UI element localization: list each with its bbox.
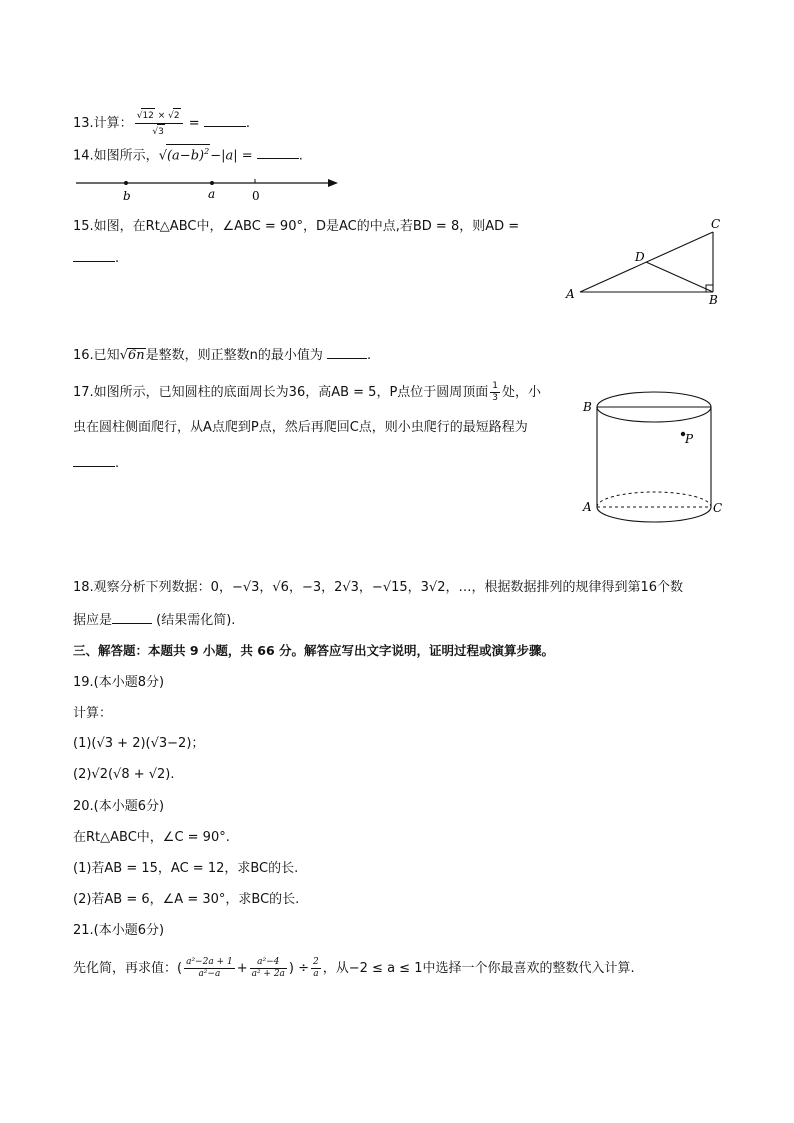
q13-answer-blank (204, 112, 246, 127)
q19-part2: (2)√2(√8 + √2). (73, 767, 175, 782)
q15-text: 15.如图，在Rt△ABC中，∠ABC = 90°，D是AC的中点,若BD = 8，则AD = (73, 219, 520, 234)
q16-pre: 16.已知 (73, 348, 120, 363)
q15-end: . (115, 251, 120, 266)
q18-answer-blank (112, 609, 152, 624)
q21-body (73, 957, 635, 980)
cylinder-label-P: P (685, 432, 694, 446)
q21-post: ，从−2 ≤ a ≤ 1中选择一个你最喜欢的整数代入计算. (322, 961, 635, 976)
q13-eq: = (188, 116, 200, 131)
section-3-heading: 三、解答题：本题共 9 小题，共 66 分。解答应写出文字说明，证明过程或演算步骤。 (73, 643, 555, 658)
q21-head: 21.(本小题6分) (73, 923, 165, 938)
question-15-line1 (73, 217, 519, 237)
q19-intro: 计算： (73, 706, 113, 721)
question-18-line1 (73, 578, 683, 598)
question-15-line2 (73, 247, 119, 269)
q17-line1b: 处，小 (502, 385, 542, 400)
q21-pre: 先化简，再求值：( (73, 961, 183, 976)
q21-div: ) ÷ (288, 961, 310, 976)
question-14: 14.如图所示，$√(a-b)^2-|a|$ = . (73, 144, 303, 166)
question-17-line3 (73, 452, 119, 474)
q20-head: 20.(本小题6分) (73, 799, 165, 814)
cylinder-label-B: B (583, 400, 592, 414)
triangle-figure (560, 212, 730, 312)
q16-end: . (367, 348, 372, 363)
q20-part2: (2)若AB = 6，∠A = 30°，求BC的长. (73, 892, 300, 907)
vertex-A: A (566, 287, 575, 301)
q21-fraction-1: $\frac{\text{a²−2a + 1}}{\text{a²−a}}$ (186, 957, 233, 979)
number-line-figure (70, 172, 350, 206)
question-16: 16.已知√6n是整数，则正整数n的最小值为 . (73, 344, 371, 366)
axis-label-a: a (208, 187, 216, 201)
q14-label: 14.如图所示， (73, 148, 159, 164)
q18-line1: 18.观察分析下列数据：0，−√3，√6，−3，2√3，−√15，3√2，…，根据数据排列的规律得到第16个数 (73, 580, 684, 595)
q19-part1: (1)(√3 + 2)(√3−2)； (73, 736, 205, 751)
cylinder-label-C: C (713, 501, 723, 515)
axis-label-0: 0 (252, 189, 260, 203)
question-17-line2 (73, 418, 528, 438)
q13-end: . (245, 116, 250, 131)
q14-end: . (298, 148, 303, 164)
q17-fraction: $\frac{1}{3}$ (492, 381, 499, 403)
question-18-line2 (73, 609, 235, 631)
q15-answer-blank (73, 247, 115, 262)
q18-line2b: (结果需化简). (156, 613, 236, 628)
cylinder-figure (575, 388, 725, 556)
vertex-B: B (709, 293, 718, 307)
cylinder-label-A: A (583, 500, 592, 514)
q13-label: 13.计算： (73, 116, 133, 131)
q21-fraction-3: $\frac{2}{a}$ (313, 957, 319, 979)
q20-intro: 在Rt△ABC中，∠C = 90°. (73, 830, 230, 845)
q14-answer-blank (257, 144, 299, 159)
question-13 (73, 108, 250, 139)
q16-radicand: 6n (127, 348, 145, 363)
question-17-line1 (73, 381, 541, 404)
q19-head: 19.(本小题8分) (73, 675, 165, 690)
q13-fraction: $\frac{√12 \times √2}{√3}$ (135, 108, 183, 139)
q17-line1a: 17.如图所示，已知圆柱的底面周长为36，高AB = 5，P点位于圆周顶面 (73, 385, 489, 400)
q17-end: . (115, 456, 120, 471)
vertex-C: C (711, 217, 721, 231)
q17-line2: 虫在圆柱侧面爬行，从A点爬到P点，然后再爬回C点，则小虫爬行的最短路程为 (73, 420, 528, 435)
q14-radicand: $(a-b)^2$ (166, 144, 210, 163)
q16-answer-blank (327, 344, 367, 359)
q21-fraction-2: $\frac{\text{a²−4}}{\text{a² + 2a}}$ (251, 957, 285, 979)
q21-plus: + (236, 961, 248, 976)
vertex-D: D (635, 250, 645, 264)
q16-post: 是整数，则正整数n的最小值为 (145, 348, 323, 363)
q18-line2a: 据应是 (73, 613, 113, 628)
q17-answer-blank (73, 452, 115, 467)
q14-tail: −|a| = (210, 148, 253, 164)
q20-part1: (1)若AB = 15，AC = 12，求BC的长. (73, 861, 299, 876)
axis-label-b: b (123, 189, 131, 203)
